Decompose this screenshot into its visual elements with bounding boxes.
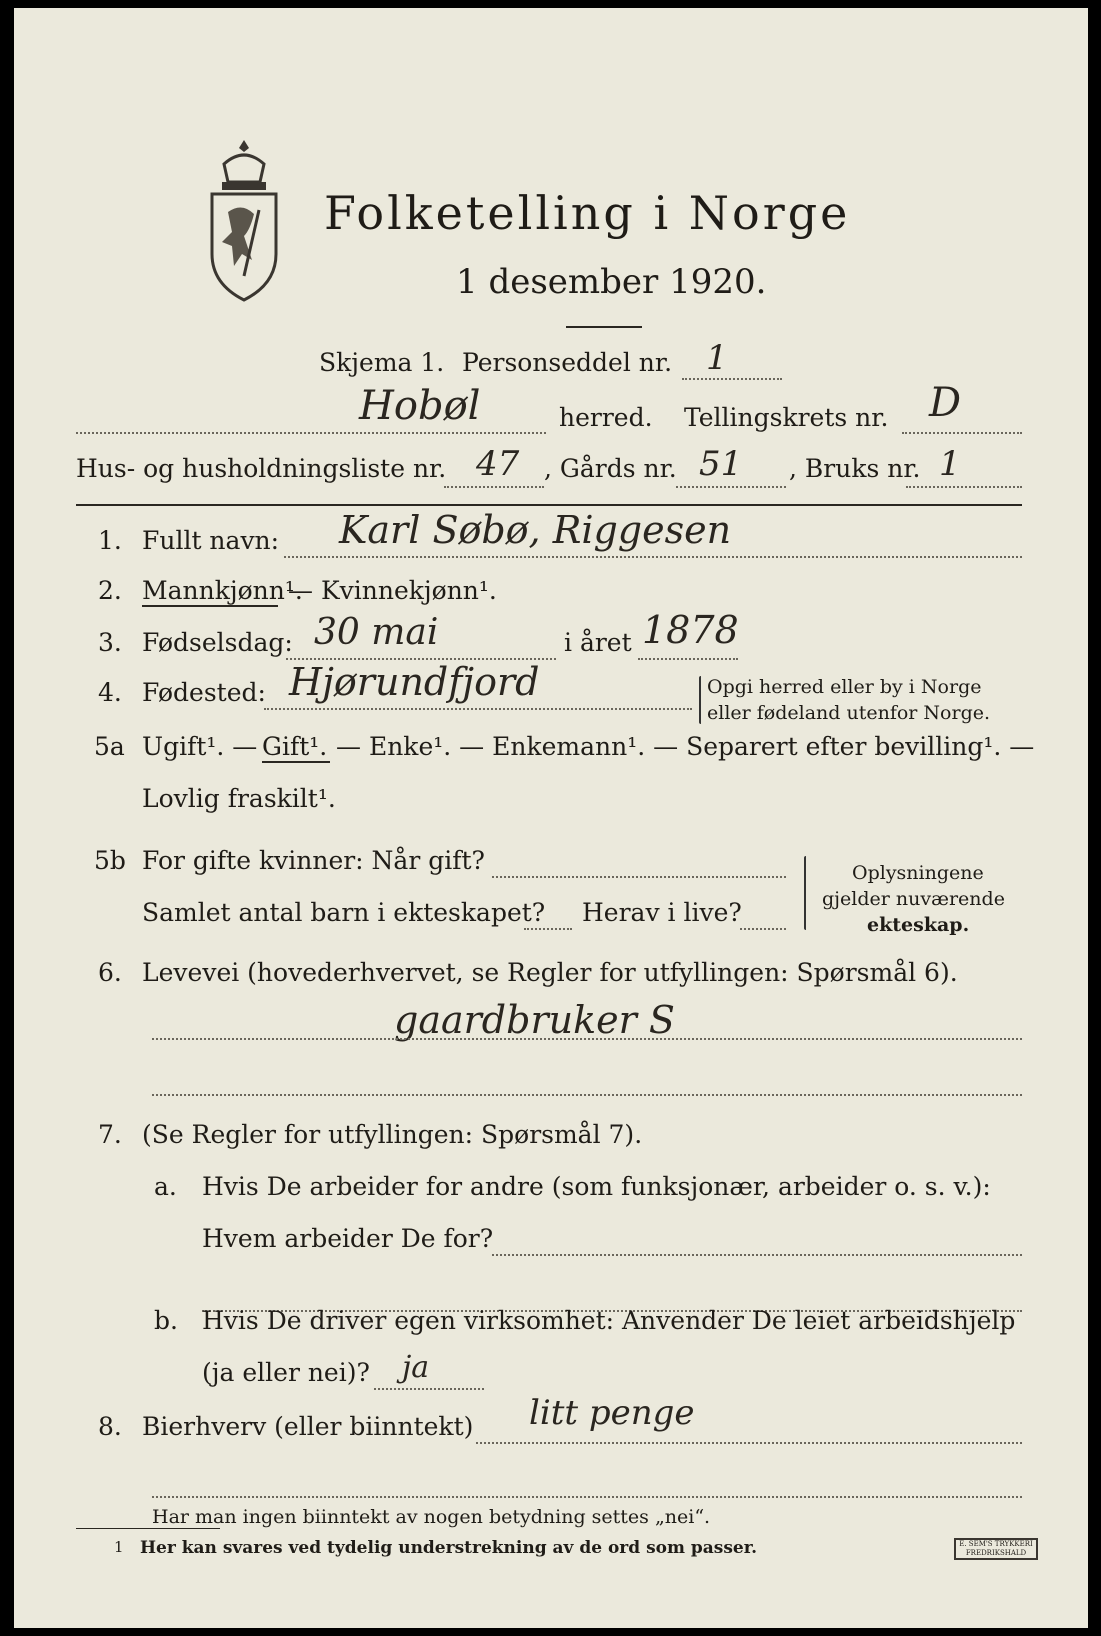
q5b-alive-label: Herav i live? [582,898,742,927]
q6-number: 6. [98,958,122,987]
schema-label: Skjema 1. [319,348,445,377]
q7b-question: Hvis De driver egen virksomhet: Anvender De leiet arbeidshjelp [202,1306,1016,1335]
q5b-number: 5b [94,846,126,875]
form-title: Folketelling i Norge [324,186,851,240]
secondary-income-value: litt penge [529,1393,695,1433]
q4-note-line1: Opgi herred eller by i Norge [707,676,982,698]
census-district-label: Tellingskrets nr. [684,403,889,432]
q7a-letter: a. [154,1172,177,1201]
q5b-note-line1: Oplysningene [852,862,984,884]
municipality-label: herred. [559,403,653,432]
footnote-text: Her kan svares ved tydelig understrekning av de ord som passer. [140,1538,758,1558]
footnote-marker: 1 [114,1538,124,1556]
coat-of-arms-icon [204,136,284,304]
q7a-employer-label: Hvem arbeider De for? [202,1224,494,1253]
municipality-value: Hobøl [359,383,481,429]
person-slip-number: 1 [706,338,728,378]
q5a-married: Gift¹. [262,732,328,761]
q7-label: (Se Regler for utfyllingen: Spørsmål 7). [142,1120,643,1149]
q3-year-label: i året [564,628,632,657]
holding-number: 1 [939,444,961,484]
q4-label: Fødested: [142,678,266,707]
q3-label: Fødselsdag: [142,628,293,657]
q7b-letter: b. [154,1306,178,1335]
q1-label: Fullt navn: [142,526,280,555]
q2-male-underline [142,605,278,607]
household-list-label: Hus- og husholdningsliste nr. [76,454,447,483]
q2-male-label: Mannkjønn¹. [142,576,303,605]
person-slip-label: Personseddel nr. [462,348,673,377]
q5b-children-total: Samlet antal barn i ekteskapet? [142,898,546,927]
q6-label: Levevei (hovederhvervet, se Regler for utfyllingen: Spørsmål 6). [142,958,958,987]
birth-date-value: 30 mai [314,612,439,653]
q5a-number: 5a [94,732,125,761]
form-date: 1 desember 1920. [456,262,767,302]
q7b-answer: ja [402,1350,430,1385]
q8-number: 8. [98,1412,122,1441]
q4-note-line2: eller fødeland utenfor Norge. [707,702,991,724]
birth-place-value: Hjørundfjord [289,660,540,704]
q8-label: Bierhverv (eller biinntekt) [142,1412,474,1441]
q5b-when-married: For gifte kvinner: Når gift? [142,846,485,875]
holding-number-label: , Bruks nr. [789,454,921,483]
q1-number: 1. [98,526,122,555]
printer-stamp: E. SEM'S TRYKKERI FREDRIKSHALD [954,1538,1038,1560]
occupation-value: gaardbruker S [394,998,675,1042]
q5a-rest: — Enke¹. — Enkemann¹. — Separert efter bevilling¹. — [336,732,1035,761]
household-list-number: 47 [476,444,520,484]
q5a-married-underline [262,761,330,763]
farm-number-label: , Gårds nr. [544,454,677,483]
q3-number: 3. [98,628,122,657]
income-note: Har man ingen biinntekt av nogen betydning settes „nei“. [152,1506,711,1528]
q5a-divorced: Lovlig fraskilt¹. [142,784,336,813]
title-divider [566,326,642,328]
q5b-note-line3: ekteskap. [867,914,970,936]
q7a-question: Hvis De arbeider for andre (som funksjonær, arbeider o. s. v.): [202,1172,991,1201]
birth-year-value: 1878 [642,608,739,652]
q5b-note-line2: gjelder nuværende [822,888,1005,910]
q2-number: 2. [98,576,122,605]
q2-female-label: — Kvinnekjønn¹. [288,576,497,605]
farm-number: 51 [699,444,743,484]
q4-number: 4. [98,678,122,707]
q7b-yes-no-label: (ja eller nei)? [202,1358,370,1387]
header-divider [76,504,1022,506]
full-name-value: Karl Søbø, Riggesen [339,508,732,552]
form-sheet [14,8,1088,1628]
census-district-value: D [929,380,962,426]
q7-number: 7. [98,1120,122,1149]
q5a-unmarried: Ugift¹. — [142,732,258,761]
